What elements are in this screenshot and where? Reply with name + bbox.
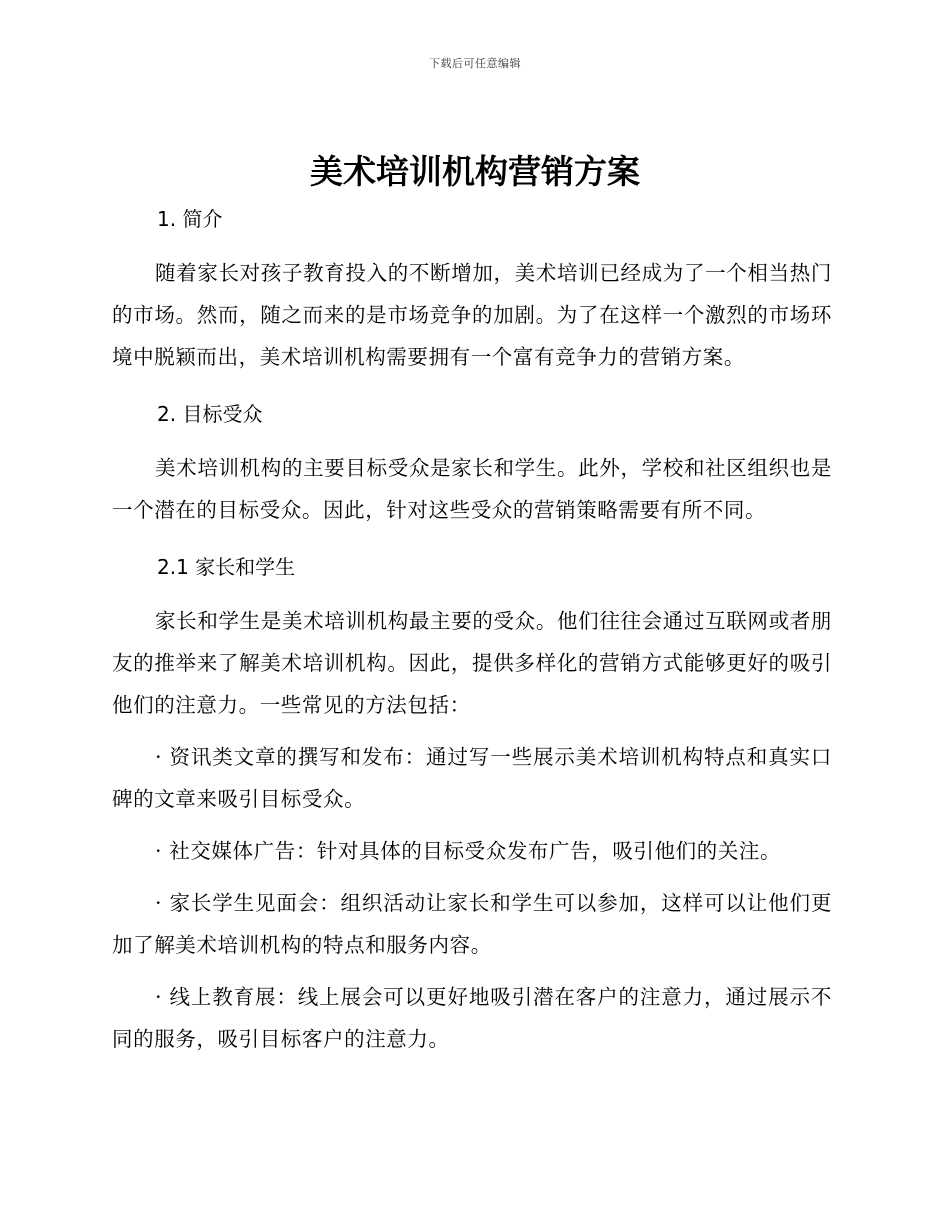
document-body xyxy=(112,200,832,1060)
audience-paragraph: 美术培训机构的主要目标受众是家长和学生。此外，学校和社区组织也是一个潜在的目标受众。因此，针对这些受众的营销策略需要有所不同。 xyxy=(112,456,832,522)
intro-paragraph: 随着家长对孩子教育投入的不断增加，美术培训已经成为了一个相当热门的市场。然而，随之而来的是市场竞争的加剧。为了在这样一个激烈的市场环境中脱颖而出，美术培训机构需要拥有一个富有竞争力的营销方案。 xyxy=(112,261,832,369)
list-item: · 社交媒体广告：针对具体的目标受众发布广告，吸引他们的关注。 xyxy=(155,839,782,863)
section-heading-intro: 1. 简介 xyxy=(157,207,223,231)
list-item: · 资讯类文章的撰写和发布：通过写一些展示美术培训机构特点和真实口碑的文章来吸引目标受众。 xyxy=(112,745,832,811)
section-heading-audience: 2. 目标受众 xyxy=(157,402,263,426)
header-note: 下载后可任意编辑 xyxy=(429,57,521,70)
parents-students-paragraph: 家长和学生是美术培训机构最主要的受众。他们往往会通过互联网或者朋友的推举来了解美术培训机构。因此，提供多样化的营销方式能够更好的吸引他们的注意力。一些常见的方法包括： xyxy=(112,609,832,717)
document-title: 美术培训机构营销方案 xyxy=(310,152,640,191)
list-item: · 家长学生见面会：组织活动让家长和学生可以参加，这样可以让他们更加了解美术培训机构的特点和服务内容。 xyxy=(112,891,832,957)
list-item: · 线上教育展：线上展会可以更好地吸引潜在客户的注意力，通过展示不同的服务，吸引目标客户的注意力。 xyxy=(112,985,832,1051)
section-heading-parents-students: 2.1 家长和学生 xyxy=(157,555,296,579)
